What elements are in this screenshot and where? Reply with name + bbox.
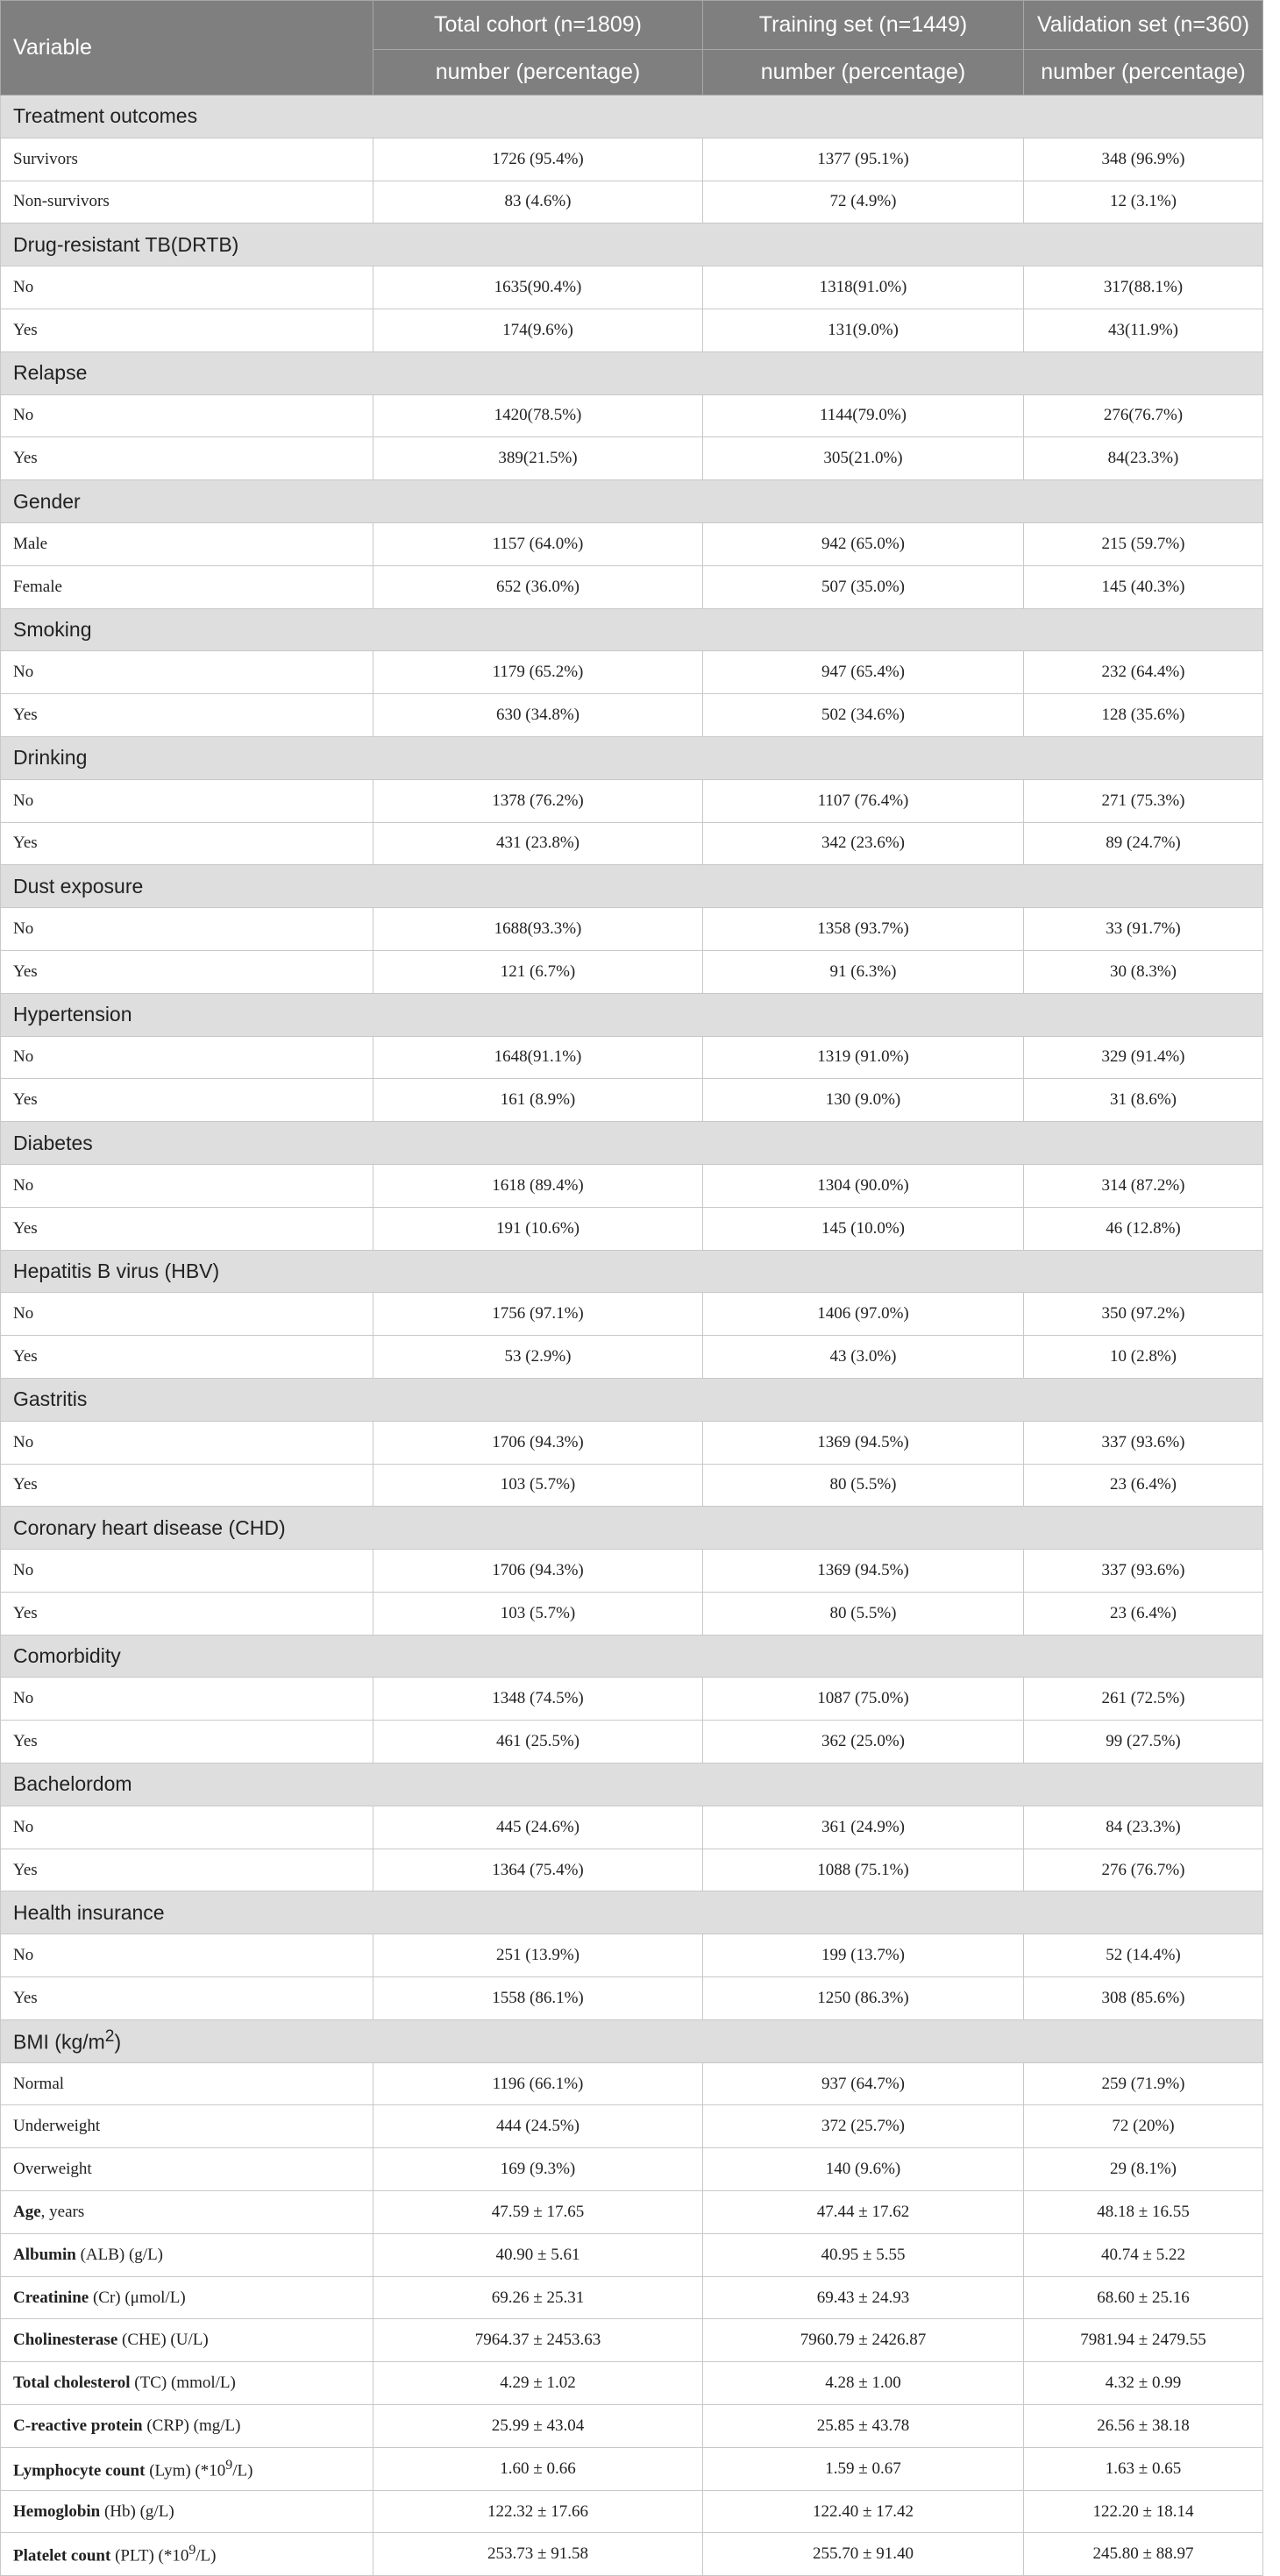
row-label-tail: /L) [196,2546,217,2565]
cell-total-cohort: 1348 (74.5%) [373,1678,703,1721]
cell-training-set: 1406 (97.0%) [703,1293,1024,1336]
group-label-text: Smoking [13,617,92,641]
cell-validation-set: 348 (96.9%) [1024,138,1263,181]
group-header-row [1,993,1263,1036]
cell-validation-set: 43(11.9%) [1024,309,1263,351]
cell-validation-set: 1.63 ± 0.65 [1024,2447,1263,2490]
cell-validation-set: 232 (64.4%) [1024,651,1263,694]
row-label-superscript: 9 [225,2457,233,2473]
table-row [1,309,1263,351]
group-header-row [1,1250,1263,1293]
cell-total-cohort: 121 (6.7%) [373,950,703,993]
cell-training-set: 1318(91.0%) [703,266,1024,309]
row-label-bold: Platelet count [13,2546,111,2565]
cell-total-cohort: 630 (34.8%) [373,694,703,737]
cell-total-cohort: 103 (5.7%) [373,1464,703,1507]
table-row [1,2191,1263,2234]
group-label-text: Coronary heart disease (CHD) [13,1515,286,1539]
cell-validation-set: 245.80 ± 88.97 [1024,2533,1263,2576]
group-label-text: Gastritis [13,1387,88,1411]
table-row [1,522,1263,565]
row-label: No [1,651,373,694]
cell-total-cohort: 1157 (64.0%) [373,522,703,565]
cell-total-cohort: 4.29 ± 1.02 [373,2362,703,2405]
table-row [1,2233,1263,2276]
subheader-total-cohort: number (percentage) [373,50,703,96]
cell-training-set: 43 (3.0%) [703,1336,1024,1379]
cell-validation-set: 215 (59.7%) [1024,522,1263,565]
cell-training-set: 25.85 ± 43.78 [703,2405,1024,2448]
row-label: Yes [1,1336,373,1379]
group-label-text: Relapse [13,361,88,385]
cell-training-set: 942 (65.0%) [703,522,1024,565]
cell-total-cohort: 103 (5.7%) [373,1592,703,1635]
row-label: Female [1,565,373,608]
row-label-tail: /L) [232,2460,253,2480]
header-total-cohort: Total cohort (n=1809) [373,1,703,50]
cell-validation-set: 122.20 ± 18.14 [1024,2490,1263,2533]
cell-total-cohort: 1420(78.5%) [373,394,703,437]
cell-training-set: 69.43 ± 24.93 [703,2276,1024,2319]
cell-total-cohort: 1756 (97.1%) [373,1293,703,1336]
group-label [1,480,1263,523]
header-row [1,1,1263,50]
cell-total-cohort: 1364 (75.4%) [373,1849,703,1891]
group-label [1,1122,1263,1165]
cell-total-cohort: 652 (36.0%) [373,565,703,608]
group-header-row [1,736,1263,779]
row-label: No [1,908,373,951]
cell-training-set: 1088 (75.1%) [703,1849,1024,1891]
cell-total-cohort: 161 (8.9%) [373,1079,703,1122]
group-label-text: BMI (kg/m [13,2031,105,2054]
cell-total-cohort: 69.26 ± 25.31 [373,2276,703,2319]
cell-training-set: 362 (25.0%) [703,1721,1024,1763]
cell-total-cohort: 174(9.6%) [373,309,703,351]
row-label: Yes [1,822,373,865]
table-row [1,651,1263,694]
subheader-validation-set: number (percentage) [1024,50,1263,96]
group-label-tail: ) [114,2031,122,2054]
cell-total-cohort: 1726 (95.4%) [373,138,703,181]
table-row [1,822,1263,865]
table-row [1,1592,1263,1635]
table-row [1,266,1263,309]
cell-training-set: 1087 (75.0%) [703,1678,1024,1721]
cell-training-set: 502 (34.6%) [703,694,1024,737]
cell-total-cohort: 83 (4.6%) [373,181,703,224]
row-label-rest: (TC) (mmol/L) [130,2374,236,2393]
row-label: No [1,1806,373,1849]
row-label: No [1,1550,373,1593]
row-label: Yes [1,1977,373,2020]
group-label-text: Dust exposure [13,874,144,898]
table-body [1,96,1263,2576]
row-label: No [1,1678,373,1721]
row-label-superscript: 9 [188,2543,196,2558]
group-label-text: Drinking [13,746,88,770]
group-header-row [1,1635,1263,1678]
group-label [1,608,1263,651]
group-header-row [1,1507,1263,1550]
cell-total-cohort: 1648(91.1%) [373,1036,703,1079]
cell-validation-set: 48.18 ± 16.55 [1024,2191,1263,2234]
row-label: No [1,1421,373,1464]
row-label: No [1,1934,373,1977]
group-header-row [1,351,1263,394]
row-label-rest: , years [40,2202,85,2221]
row-label: Yes [1,694,373,737]
row-label-bold: C-reactive protein [13,2416,143,2435]
cell-validation-set: 30 (8.3%) [1024,950,1263,993]
row-label [1,2191,373,2234]
group-label-text: Treatment outcomes [13,104,198,128]
row-label [1,2447,373,2490]
cell-training-set: 1144(79.0%) [703,394,1024,437]
row-label-rest: (Lym) (*10 [145,2460,226,2480]
cell-validation-set: 276 (76.7%) [1024,1849,1263,1891]
cell-total-cohort: 253.73 ± 91.58 [373,2533,703,2576]
table-row [1,1207,1263,1250]
cell-total-cohort: 1558 (86.1%) [373,1977,703,2020]
cell-validation-set: 337 (93.6%) [1024,1421,1263,1464]
cell-training-set: 7960.79 ± 2426.87 [703,2319,1024,2362]
group-header-row [1,1763,1263,1806]
cell-total-cohort: 389(21.5%) [373,437,703,480]
group-header-row [1,865,1263,908]
cell-validation-set: 308 (85.6%) [1024,1977,1263,2020]
group-label [1,96,1263,138]
table-row [1,1421,1263,1464]
group-label [1,1891,1263,1934]
row-label-bold: Cholinesterase [13,2331,118,2350]
cell-validation-set: 259 (71.9%) [1024,2062,1263,2105]
group-header-row [1,224,1263,266]
cell-training-set: 91 (6.3%) [703,950,1024,993]
row-label-rest: (Cr) (μmol/L) [89,2288,186,2307]
row-label-bold: Hemoglobin [13,2501,101,2521]
cell-total-cohort: 461 (25.5%) [373,1721,703,1763]
cell-validation-set: 276(76.7%) [1024,394,1263,437]
table-row [1,1079,1263,1122]
row-label: Yes [1,1464,373,1507]
group-header-row [1,608,1263,651]
row-label [1,2533,373,2576]
cell-validation-set: 7981.94 ± 2479.55 [1024,2319,1263,2362]
cell-total-cohort: 445 (24.6%) [373,1806,703,1849]
cell-training-set: 1369 (94.5%) [703,1550,1024,1593]
table-row [1,2062,1263,2105]
cell-training-set: 1107 (76.4%) [703,779,1024,822]
row-label: Yes [1,1721,373,1763]
cell-validation-set: 68.60 ± 25.16 [1024,2276,1263,2319]
row-label: No [1,1164,373,1207]
table-row [1,1934,1263,1977]
table-row [1,2362,1263,2405]
cell-training-set: 80 (5.5%) [703,1464,1024,1507]
row-label: Non-survivors [1,181,373,224]
cell-validation-set: 33 (91.7%) [1024,908,1263,951]
cell-total-cohort: 1706 (94.3%) [373,1421,703,1464]
table-row [1,1464,1263,1507]
cell-training-set: 507 (35.0%) [703,565,1024,608]
cell-validation-set: 89 (24.7%) [1024,822,1263,865]
cell-total-cohort: 1635(90.4%) [373,266,703,309]
cell-training-set: 937 (64.7%) [703,2062,1024,2105]
cell-total-cohort: 191 (10.6%) [373,1207,703,1250]
cell-total-cohort: 251 (13.9%) [373,1934,703,1977]
cell-validation-set: 350 (97.2%) [1024,1293,1263,1336]
row-label: No [1,1036,373,1079]
cell-training-set: 1304 (90.0%) [703,1164,1024,1207]
cell-total-cohort: 1378 (76.2%) [373,779,703,822]
group-label-text: Hypertension [13,1003,132,1026]
cell-validation-set: 128 (35.6%) [1024,694,1263,737]
table-row [1,2276,1263,2319]
row-label: No [1,266,373,309]
row-label: Yes [1,1592,373,1635]
table-row [1,694,1263,737]
group-header-row [1,1891,1263,1934]
group-label-text: Gender [13,489,81,513]
table-row [1,1550,1263,1593]
row-label-rest: (CRP) (mg/L) [142,2416,241,2435]
cell-validation-set: 84(23.3%) [1024,437,1263,480]
row-label [1,2233,373,2276]
cell-total-cohort: 122.32 ± 17.66 [373,2490,703,2533]
row-label-bold: Lymphocyte count [13,2460,146,2480]
row-label-rest: (ALB) (g/L) [75,2245,164,2264]
cell-training-set: 947 (65.4%) [703,651,1024,694]
group-label [1,224,1263,266]
group-label [1,1250,1263,1293]
cell-validation-set: 12 (3.1%) [1024,181,1263,224]
group-header-row [1,96,1263,138]
cell-validation-set: 40.74 ± 5.22 [1024,2233,1263,2276]
row-label [1,2405,373,2448]
table-row [1,950,1263,993]
table-row [1,2319,1263,2362]
cell-validation-set: 329 (91.4%) [1024,1036,1263,1079]
cell-validation-set: 145 (40.3%) [1024,565,1263,608]
cell-training-set: 40.95 ± 5.55 [703,2233,1024,2276]
cell-validation-set: 72 (20%) [1024,2105,1263,2148]
table-row [1,1036,1263,1079]
group-label-superscript: 2 [104,2027,115,2047]
row-label: Survivors [1,138,373,181]
cell-training-set: 140 (9.6%) [703,2148,1024,2191]
row-label [1,2362,373,2405]
row-label-bold: Total cholesterol [13,2374,131,2393]
group-label [1,1763,1263,1806]
cell-training-set: 1319 (91.0%) [703,1036,1024,1079]
group-label-text: Bachelordom [13,1772,132,1796]
group-label-text: Hepatitis B virus (HBV) [13,1259,220,1282]
header-validation-set: Validation set (n=360) [1024,1,1263,50]
row-label: No [1,1293,373,1336]
cell-validation-set: 84 (23.3%) [1024,1806,1263,1849]
group-label [1,2019,1263,2062]
table-row [1,437,1263,480]
row-label-bold: Creatinine [13,2288,89,2307]
table-row [1,565,1263,608]
table-row [1,1164,1263,1207]
cell-validation-set: 31 (8.6%) [1024,1079,1263,1122]
table-row [1,1678,1263,1721]
cell-total-cohort: 431 (23.8%) [373,822,703,865]
header-training-set: Training set (n=1449) [703,1,1024,50]
cell-training-set: 361 (24.9%) [703,1806,1024,1849]
table-row [1,2490,1263,2533]
cell-total-cohort: 1.60 ± 0.66 [373,2447,703,2490]
cell-training-set: 145 (10.0%) [703,1207,1024,1250]
cell-total-cohort: 53 (2.9%) [373,1336,703,1379]
cell-validation-set: 29 (8.1%) [1024,2148,1263,2191]
cell-validation-set: 271 (75.3%) [1024,779,1263,822]
cell-total-cohort: 1706 (94.3%) [373,1550,703,1593]
group-label [1,1635,1263,1678]
row-label: Yes [1,1207,373,1250]
row-label-bold: Albumin [13,2245,76,2264]
table-row [1,394,1263,437]
cell-total-cohort: 1618 (89.4%) [373,1164,703,1207]
cell-validation-set: 317(88.1%) [1024,266,1263,309]
cell-training-set: 1.59 ± 0.67 [703,2447,1024,2490]
cell-training-set: 1369 (94.5%) [703,1421,1024,1464]
cell-training-set: 130 (9.0%) [703,1079,1024,1122]
cell-validation-set: 46 (12.8%) [1024,1207,1263,1250]
row-label [1,2319,373,2362]
group-label [1,1378,1263,1421]
cell-training-set: 80 (5.5%) [703,1592,1024,1635]
group-header-row [1,1378,1263,1421]
cell-validation-set: 4.32 ± 0.99 [1024,2362,1263,2405]
row-label [1,2276,373,2319]
cell-total-cohort: 1179 (65.2%) [373,651,703,694]
cell-validation-set: 337 (93.6%) [1024,1550,1263,1593]
cell-validation-set: 10 (2.8%) [1024,1336,1263,1379]
cell-training-set: 342 (23.6%) [703,822,1024,865]
row-label: Yes [1,1849,373,1891]
cell-validation-set: 26.56 ± 38.18 [1024,2405,1263,2448]
row-label-rest: (PLT) (*10 [110,2546,189,2565]
cell-validation-set: 314 (87.2%) [1024,1164,1263,1207]
cell-training-set: 47.44 ± 17.62 [703,2191,1024,2234]
cell-total-cohort: 1196 (66.1%) [373,2062,703,2105]
cell-validation-set: 23 (6.4%) [1024,1592,1263,1635]
table-row [1,2533,1263,2576]
cell-training-set: 372 (25.7%) [703,2105,1024,2148]
cell-total-cohort: 169 (9.3%) [373,2148,703,2191]
group-label [1,993,1263,1036]
group-label [1,865,1263,908]
cell-training-set: 131(9.0%) [703,309,1024,351]
cell-training-set: 305(21.0%) [703,437,1024,480]
table-header [1,1,1263,96]
table-row [1,2447,1263,2490]
group-label [1,736,1263,779]
cell-total-cohort: 47.59 ± 17.65 [373,2191,703,2234]
row-label: No [1,394,373,437]
table-row [1,1336,1263,1379]
cell-training-set: 199 (13.7%) [703,1934,1024,1977]
cell-training-set: 1377 (95.1%) [703,138,1024,181]
table-row [1,2148,1263,2191]
row-label-bold: Age [13,2202,41,2221]
table-row [1,2405,1263,2448]
group-label-text: Diabetes [13,1131,93,1154]
table-row [1,2105,1263,2148]
row-label: Normal [1,2062,373,2105]
table-row [1,1293,1263,1336]
cell-total-cohort: 1688(93.3%) [373,908,703,951]
row-label: Yes [1,309,373,351]
table-row [1,908,1263,951]
row-label-rest: (Hb) (g/L) [100,2501,174,2521]
table-row [1,1721,1263,1763]
group-label-text: Comorbidity [13,1644,121,1668]
row-label-rest: (CHE) (U/L) [117,2331,209,2350]
cell-validation-set: 52 (14.4%) [1024,1934,1263,1977]
cell-validation-set: 261 (72.5%) [1024,1678,1263,1721]
cell-total-cohort: 40.90 ± 5.61 [373,2233,703,2276]
row-label: Male [1,522,373,565]
cell-training-set: 1250 (86.3%) [703,1977,1024,2020]
table-row [1,1977,1263,2020]
cell-training-set: 255.70 ± 91.40 [703,2533,1024,2576]
group-header-row [1,480,1263,523]
table-row [1,1849,1263,1891]
row-label: No [1,779,373,822]
group-label-text: Drug-resistant TB(DRTB) [13,232,239,256]
cell-total-cohort: 7964.37 ± 2453.63 [373,2319,703,2362]
table-row [1,1806,1263,1849]
subheader-training-set: number (percentage) [703,50,1024,96]
group-label [1,351,1263,394]
row-label [1,2490,373,2533]
cell-total-cohort: 444 (24.5%) [373,2105,703,2148]
row-label: Yes [1,950,373,993]
cell-training-set: 122.40 ± 17.42 [703,2490,1024,2533]
cell-training-set: 72 (4.9%) [703,181,1024,224]
row-label: Underweight [1,2105,373,2148]
group-label [1,1507,1263,1550]
cell-validation-set: 99 (27.5%) [1024,1721,1263,1763]
cell-training-set: 4.28 ± 1.00 [703,2362,1024,2405]
group-label-text: Health insurance [13,1900,165,1924]
cell-total-cohort: 25.99 ± 43.04 [373,2405,703,2448]
row-label: Overweight [1,2148,373,2191]
table-row [1,181,1263,224]
cell-training-set: 1358 (93.7%) [703,908,1024,951]
table-row [1,138,1263,181]
group-header-row [1,2019,1263,2062]
cell-validation-set: 23 (6.4%) [1024,1464,1263,1507]
header-variable: Variable [1,1,373,96]
row-label: Yes [1,1079,373,1122]
group-header-row [1,1122,1263,1165]
table-row [1,779,1263,822]
row-label: Yes [1,437,373,480]
